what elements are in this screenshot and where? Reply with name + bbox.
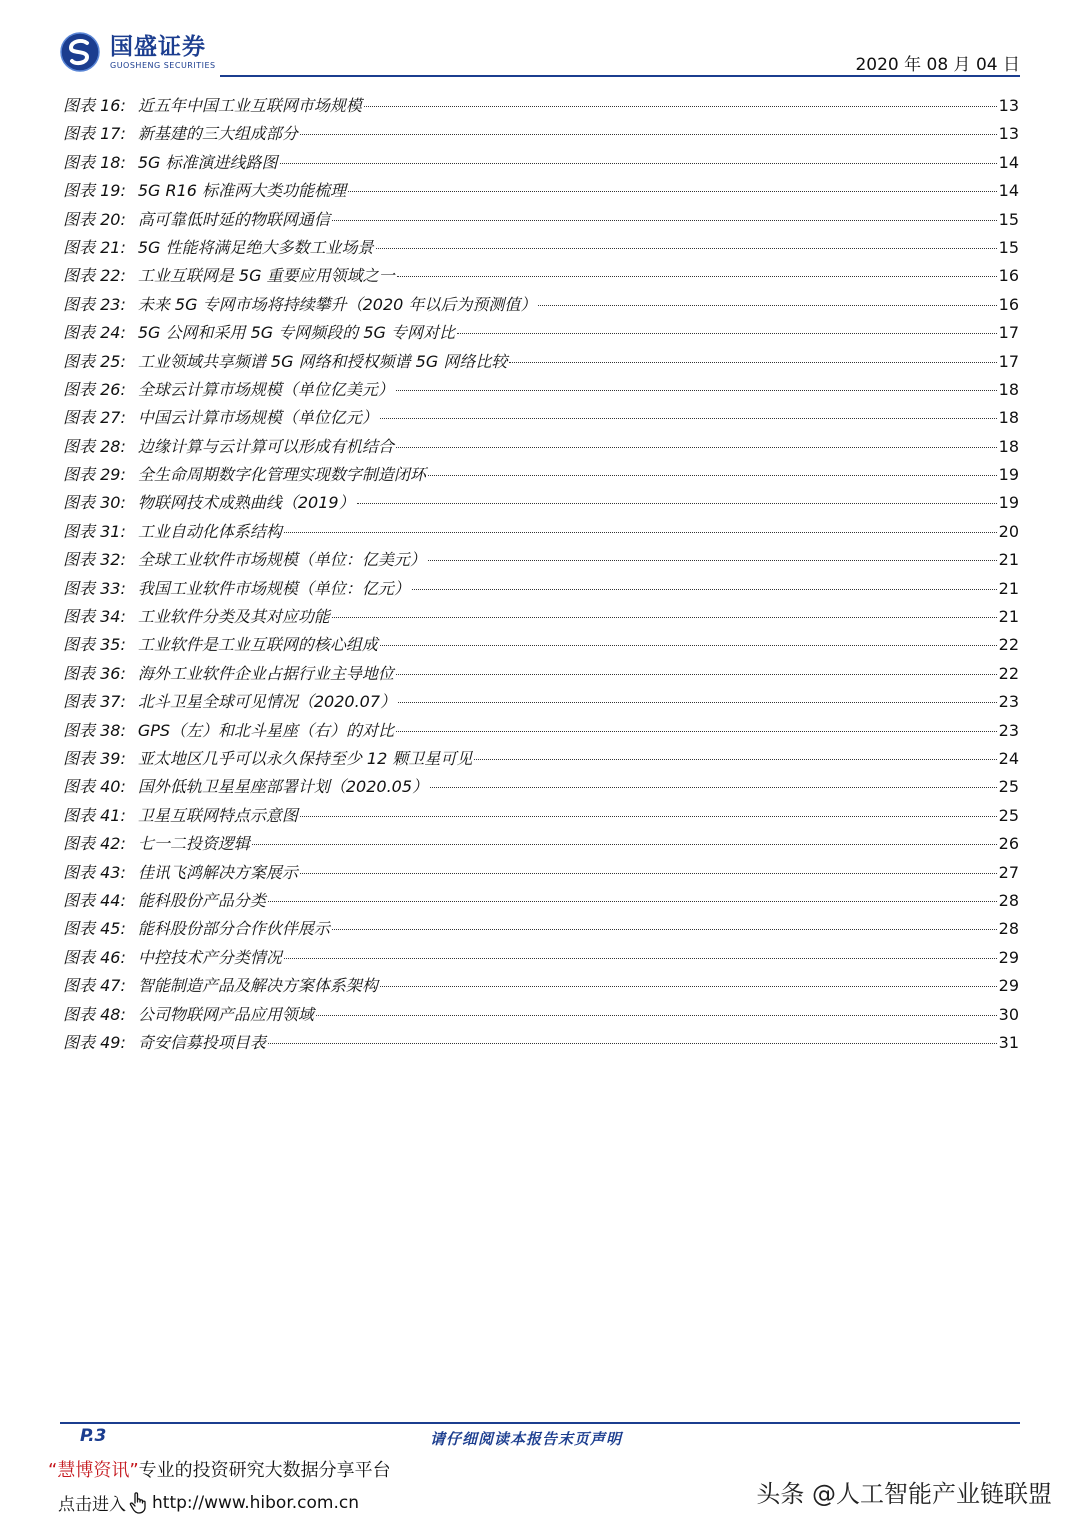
toc-leader-dots <box>396 731 997 732</box>
guosheng-logo-icon <box>60 32 100 72</box>
toc-entry-label: 图表 17: <box>63 124 126 144</box>
footer-divider <box>60 1422 1020 1424</box>
report-date: 2020 年 08 月 04 日 <box>855 55 1020 75</box>
toc-entry-page: 16 <box>998 266 1019 286</box>
toc-entry-page: 29 <box>998 947 1019 967</box>
toc-entry[interactable] <box>63 802 1019 830</box>
toc-entry-title: 能科股份部分合作伙伴展示 <box>137 919 330 939</box>
toc-leader-dots <box>376 248 997 249</box>
toc-entry-label: 图表 22: <box>63 266 126 286</box>
toc-entry-label: 图表 27: <box>63 408 126 428</box>
toc-entry[interactable] <box>63 915 1019 943</box>
toc-entry[interactable] <box>63 319 1019 347</box>
toc-leader-dots <box>268 901 997 902</box>
toc-entry-label: 图表 38: <box>63 720 126 740</box>
toc-entry-title: 中控技术产分类情况 <box>137 947 282 967</box>
toc-entry-page: 24 <box>998 748 1019 768</box>
toc-entry[interactable] <box>63 120 1019 148</box>
toc-entry-page: 22 <box>998 635 1019 655</box>
toc-entry[interactable] <box>63 631 1019 659</box>
promo-text: 专业的投资研究大数据分享平台 <box>138 1460 391 1481</box>
toc-entry-title: 七一二投资逻辑 <box>137 834 250 854</box>
toc-entry-title: 5G R16 标准两大类功能梳理 <box>137 181 347 201</box>
toc-entry-label: 图表 25: <box>63 351 126 371</box>
toc-leader-dots <box>457 333 997 334</box>
toc-entry-title: 奇安信募投项目表 <box>137 1032 266 1052</box>
toc-entry[interactable] <box>63 234 1019 262</box>
toc-entry-label: 图表 33: <box>63 578 126 598</box>
toc-entry[interactable] <box>63 518 1019 546</box>
toc-entry-page: 18 <box>998 436 1019 456</box>
toc-entry-title: 北斗卫星全球可见情况（2020.07） <box>137 692 397 712</box>
toc-entry-page: 20 <box>998 521 1019 541</box>
toc-entry[interactable] <box>63 461 1019 489</box>
toc-entry-page: 18 <box>998 408 1019 428</box>
toc-entry-label: 图表 44: <box>63 890 126 910</box>
toc-leader-dots <box>300 816 997 817</box>
toc-entry[interactable] <box>63 717 1019 745</box>
toc-leader-dots <box>332 929 997 930</box>
toc-entry-label: 图表 28: <box>63 436 126 456</box>
toc-leader-dots <box>300 873 997 874</box>
toc-leader-dots <box>428 475 997 476</box>
toc-leader-dots <box>396 390 997 391</box>
toc-entry-title: 5G 性能将满足绝大多数工业场景 <box>137 237 374 257</box>
toc-entry-label: 图表 23: <box>63 294 126 314</box>
toc-entry[interactable] <box>63 773 1019 801</box>
promo-brand: “慧博资讯” <box>48 1460 139 1481</box>
toc-entry-label: 图表 29: <box>63 465 126 485</box>
toc-leader-dots <box>428 560 997 561</box>
toc-entry-page: 27 <box>998 862 1019 882</box>
toc-entry-page: 25 <box>998 777 1019 797</box>
toc-entry-label: 图表 37: <box>63 692 126 712</box>
guosheng-logo <box>60 32 216 72</box>
toc-entry-title: 近五年中国工业互联网市场规模 <box>137 96 362 115</box>
toc-leader-dots <box>332 617 997 618</box>
toc-entry-label: 图表 45: <box>63 919 126 939</box>
toc-entry-page: 17 <box>998 351 1019 371</box>
toc-entry[interactable] <box>63 1001 1019 1029</box>
toc-entry[interactable] <box>63 745 1019 773</box>
toc-entry-page: 28 <box>998 890 1019 910</box>
toc-entry[interactable] <box>63 348 1019 376</box>
page-header <box>0 0 1080 80</box>
toc-entry[interactable] <box>63 575 1019 603</box>
toc-entry-label: 图表 31: <box>63 521 126 541</box>
promo-banner <box>48 1456 391 1482</box>
toc-entry-page: 17 <box>998 323 1019 343</box>
toc-leader-dots <box>284 958 997 959</box>
toc-entry[interactable] <box>63 1029 1019 1057</box>
toc-entry-label: 图表 16: <box>63 96 126 115</box>
toc-entry-title: GPS（左）和北斗星座（右）的对比 <box>137 720 395 740</box>
toc-entry-page: 28 <box>998 919 1019 939</box>
toc-leader-dots <box>397 276 997 277</box>
toc-entry-page: 14 <box>998 181 1019 201</box>
toc-leader-dots <box>380 645 997 646</box>
toc-entry[interactable] <box>63 149 1019 177</box>
toc-entry-title: 工业领域共享频谱 5G 网络和授权频谱 5G 网络比较 <box>137 351 508 371</box>
toc-entry-title: 工业软件分类及其对应功能 <box>137 607 330 627</box>
toc-entry-title: 新基建的三大组成部分 <box>137 124 298 144</box>
toc-entry-page: 21 <box>998 607 1019 627</box>
toc-entry-title: 全球云计算市场规模（单位亿美元） <box>137 379 394 399</box>
toc-entry[interactable] <box>63 206 1019 234</box>
click-text: 点击进入 <box>58 1495 126 1515</box>
toc-entry-title: 工业软件是工业互联网的核心组成 <box>137 635 378 655</box>
toc-entry-title: 国外低轨卫星星座部署计划（2020.05） <box>137 777 429 797</box>
toc-entry-label: 图表 43: <box>63 862 126 882</box>
toc-entry-title: 未来 5G 专网市场将持续攀升（2020 年以后为预测值） <box>137 294 537 314</box>
pointer-hand-icon <box>128 1491 150 1515</box>
toutiao-watermark: 头条 @人工智能产业链联盟 <box>756 1480 1052 1508</box>
logo-cn-text: 国盛证券 <box>110 33 206 60</box>
toc-entry-label: 图表 35: <box>63 635 126 655</box>
figure-index-list <box>63 92 1019 1057</box>
toc-leader-dots <box>509 362 996 363</box>
toc-entry-page: 14 <box>998 152 1019 172</box>
toc-entry-label: 图表 46: <box>63 947 126 967</box>
toc-entry-page: 31 <box>998 1032 1019 1052</box>
toc-entry-title: 全球工业软件市场规模（单位：亿美元） <box>137 550 426 570</box>
toc-entry-title: 智能制造产品及解决方案体系架构 <box>137 976 378 996</box>
toc-entry-title: 能科股份产品分类 <box>137 890 266 910</box>
toc-entry-title: 佳讯飞鸿解决方案展示 <box>137 862 298 882</box>
toc-entry-page: 13 <box>998 124 1019 144</box>
toc-entry-label: 图表 24: <box>63 323 126 343</box>
toc-entry-title: 5G 公网和采用 5G 专网频段的 5G 专网对比 <box>137 323 456 343</box>
hibor-url-link[interactable]: http://www.hibor.com.cn <box>152 1492 359 1513</box>
toc-entry-title: 边缘计算与云计算可以形成有机结合 <box>137 436 394 456</box>
toc-leader-dots <box>252 844 997 845</box>
toc-entry-title: 卫星互联网特点示意图 <box>137 805 298 825</box>
toc-leader-dots <box>412 589 997 590</box>
toc-entry-label: 图表 48: <box>63 1004 126 1024</box>
toc-entry-page: 15 <box>998 237 1019 257</box>
toc-entry-page: 15 <box>998 209 1019 229</box>
toc-entry-title: 物联网技术成熟曲线（2019） <box>137 493 355 513</box>
toc-entry-page: 29 <box>998 976 1019 996</box>
toc-leader-dots <box>284 532 997 533</box>
toc-entry-page: 30 <box>998 1004 1019 1024</box>
toc-entry-page: 22 <box>998 663 1019 683</box>
toc-entry-label: 图表 41: <box>63 805 126 825</box>
toc-entry-label: 图表 40: <box>63 777 126 797</box>
toc-entry-title: 全生命周期数字化管理实现数字制造闭环 <box>137 465 426 485</box>
toc-leader-dots <box>364 106 997 107</box>
toc-entry-title: 中国云计算市场规模（单位亿元） <box>137 408 378 428</box>
toc-entry-label: 图表 36: <box>63 663 126 683</box>
toc-entry-label: 图表 32: <box>63 550 126 570</box>
toc-entry-title: 5G 标准演进线路图 <box>137 152 278 172</box>
toc-entry[interactable] <box>63 944 1019 972</box>
toc-entry-title: 工业互联网是 5G 重要应用领域之一 <box>137 266 395 286</box>
toc-entry[interactable] <box>63 887 1019 915</box>
toc-leader-dots <box>538 305 996 306</box>
toc-entry-title: 高可靠低时延的物联网通信 <box>137 209 330 229</box>
toc-leader-dots <box>332 220 997 221</box>
toc-leader-dots <box>396 674 997 675</box>
toc-leader-dots <box>380 986 997 987</box>
toc-entry-label: 图表 42: <box>63 834 126 854</box>
click-link-row[interactable] <box>58 1490 359 1515</box>
disclaimer-text: 请仔细阅读本报告末页声明 <box>430 1430 623 1448</box>
logo-en-text: GUOSHENG SECURITIES <box>110 60 216 70</box>
toc-entry-title: 我国工业软件市场规模（单位：亿元） <box>137 578 410 598</box>
toc-entry-page: 25 <box>998 805 1019 825</box>
toc-entry[interactable] <box>63 177 1019 205</box>
toc-leader-dots <box>300 134 997 135</box>
toc-entry[interactable] <box>63 830 1019 858</box>
toc-entry[interactable] <box>63 688 1019 716</box>
toc-entry-title: 亚太地区几乎可以永久保持至少 12 颗卫星可见 <box>137 748 473 768</box>
toc-leader-dots <box>316 1015 997 1016</box>
toc-entry[interactable] <box>63 546 1019 574</box>
header-divider <box>220 75 1020 77</box>
page-number: P.3 <box>80 1426 107 1446</box>
toc-entry-label: 图表 20: <box>63 209 126 229</box>
toc-entry[interactable] <box>63 660 1019 688</box>
toc-leader-dots <box>430 787 997 788</box>
toc-entry-page: 13 <box>998 96 1019 115</box>
toc-entry-page: 26 <box>998 834 1019 854</box>
toc-entry-title: 工业自动化体系结构 <box>137 521 282 541</box>
toc-entry[interactable] <box>63 433 1019 461</box>
toc-entry-title: 海外工业软件企业占据行业主导地位 <box>137 663 394 683</box>
toc-entry-page: 19 <box>998 493 1019 513</box>
toc-leader-dots <box>474 759 996 760</box>
toc-entry[interactable] <box>63 489 1019 517</box>
toc-entry-label: 图表 39: <box>63 748 126 768</box>
toc-entry[interactable] <box>63 92 1019 120</box>
toc-leader-dots <box>348 191 997 192</box>
toc-leader-dots <box>268 1043 997 1044</box>
toc-entry-page: 16 <box>998 294 1019 314</box>
toc-entry[interactable] <box>63 262 1019 290</box>
toc-entry[interactable] <box>63 603 1019 631</box>
toc-entry-label: 图表 19: <box>63 181 126 201</box>
toc-leader-dots <box>280 163 997 164</box>
toc-entry-page: 19 <box>998 465 1019 485</box>
toc-entry[interactable] <box>63 404 1019 432</box>
toc-entry[interactable] <box>63 376 1019 404</box>
toc-leader-dots <box>396 447 997 448</box>
toc-entry[interactable] <box>63 859 1019 887</box>
toc-leader-dots <box>398 702 997 703</box>
toc-entry-page: 23 <box>998 720 1019 740</box>
toc-entry-label: 图表 34: <box>63 607 126 627</box>
toc-entry-label: 图表 21: <box>63 237 126 257</box>
toc-entry[interactable] <box>63 972 1019 1000</box>
toc-entry-page: 21 <box>998 578 1019 598</box>
toc-entry-page: 23 <box>998 692 1019 712</box>
toc-entry-page: 18 <box>998 379 1019 399</box>
toc-entry-page: 21 <box>998 550 1019 570</box>
toc-entry-label: 图表 26: <box>63 379 126 399</box>
toc-entry[interactable] <box>63 291 1019 319</box>
toc-entry-label: 图表 30: <box>63 493 126 513</box>
toc-entry-title: 公司物联网产品应用领域 <box>137 1004 314 1024</box>
toc-entry-label: 图表 47: <box>63 976 126 996</box>
toc-leader-dots <box>380 418 997 419</box>
toc-leader-dots <box>357 503 997 504</box>
toc-entry-label: 图表 18: <box>63 152 126 172</box>
toc-entry-label: 图表 49: <box>63 1032 126 1052</box>
